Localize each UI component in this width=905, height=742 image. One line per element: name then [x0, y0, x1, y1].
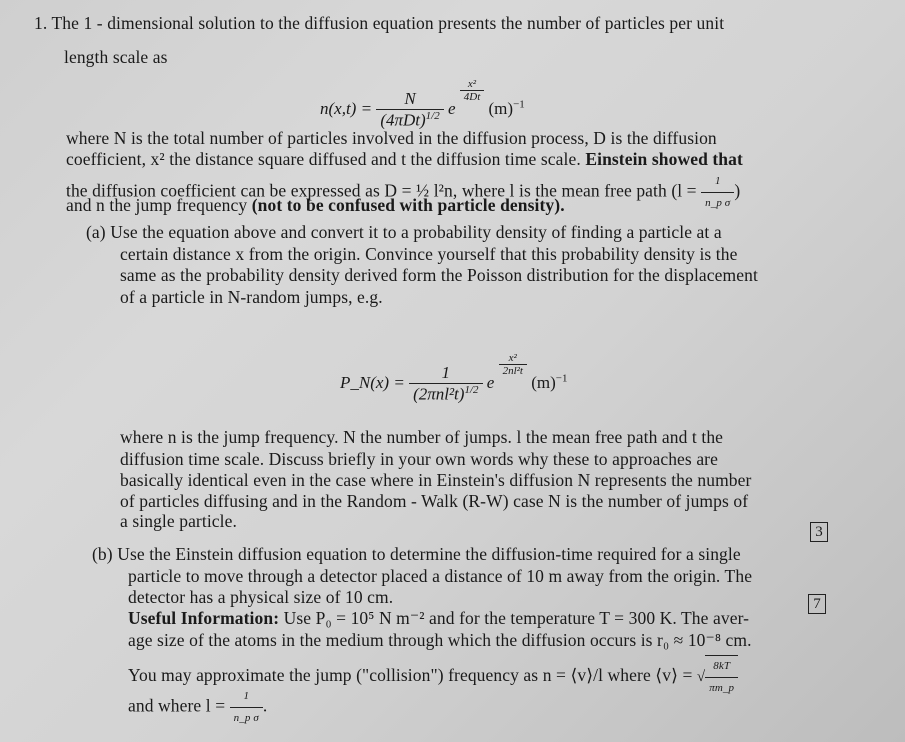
part-a-line-3: same as the probability density derived form the Poisson distribution for the displacement — [120, 265, 758, 285]
mfp-fraction — [701, 171, 734, 214]
useful-info-line-3: You may approximate the jump ("collision") frequency as n = ⟨v⟩/l where ⟨v⟩ = √ $\frac{8kT}{\pi m\_p}$ — [128, 655, 738, 699]
part-a-after-4: of particles diffusing and in the Random - Walk (R-W) case N is the number of jumps of — [120, 491, 749, 511]
eq1-exp-den: 4Dt — [463, 91, 481, 103]
part-a-line-4: of a particle in N-random jumps, e.g. — [120, 287, 383, 307]
equation-1 — [320, 78, 525, 131]
part-b-line-1 — [92, 544, 741, 565]
desc-line-3: the diffusion coefficient can be expressed as D = ½ l²n, where l is the mean free path (l = $\frac{1}{\text{n\_p σ}}$ ) — [66, 171, 740, 214]
part-b-label: (b) — [92, 544, 113, 564]
eq2-exponent — [499, 352, 527, 377]
useful-info-text-1: Use P₀ = 10⁵ N m⁻² and for the temperature T = 300 K. The aver- — [283, 608, 750, 628]
l-num: 1 — [230, 686, 263, 708]
eq2-numerator: 1 — [409, 363, 482, 384]
equation-2 — [340, 352, 568, 405]
eq2-exp-num: x² — [499, 352, 527, 365]
desc-line-4-text: and n the jump frequency — [66, 195, 248, 215]
v-num: 8kT — [705, 656, 738, 678]
question-intro-1: The 1 - dimensional solution to the diffusion equation presents the number of particles per unit — [51, 13, 725, 33]
part-b-marks: 7 — [808, 594, 826, 614]
desc-line-3-text: the diffusion coefficient can be expressed as D = ½ l²n, where l is the mean free path (l = — [66, 180, 697, 201]
part-a-line-1 — [86, 222, 722, 243]
eq2-exp-den: 2nl²t — [502, 365, 523, 377]
part-a-text-1: Use the equation above and convert it to a probability density of finding a particle at a — [110, 222, 722, 242]
eq1-numerator: N — [376, 89, 443, 110]
mfp-den: n_p σ — [705, 197, 731, 209]
eq2-den-exp: 1/2 — [464, 384, 479, 397]
desc-line-2 — [66, 149, 743, 170]
question-line-2: length scale as — [64, 47, 168, 67]
eq1-exp-base: e — [447, 99, 456, 118]
eq1-unit: (m) — [488, 99, 514, 118]
useful-info-line-2: age size of the atoms in the medium through which the diffusion occurs is r₀ ≈ 10⁻⁸ cm. — [128, 630, 752, 650]
question-number: 1. — [34, 13, 48, 33]
not-confused-note: (not to be confused with particle density). — [251, 195, 565, 215]
eq2-denominator: (2πnl²t) — [413, 384, 465, 404]
part-a-marks: 3 — [810, 522, 828, 542]
l-fraction — [230, 686, 263, 729]
desc-line-4 — [66, 195, 565, 216]
eq2-exp-base: e — [486, 373, 495, 392]
part-b-line-2: particle to move through a detector placed a distance of 10 m away from the origin. The — [128, 566, 753, 586]
desc-line-2-text: coefficient, x² the distance square diffused and t the diffusion time scale. — [66, 149, 581, 169]
part-a-after-2: diffusion time scale. Discuss briefly in your own words why these to approaches are — [120, 449, 718, 469]
mfp-num: 1 — [701, 171, 734, 193]
eq1-exponent — [460, 78, 485, 103]
eq1-unit-exp: −1 — [513, 98, 525, 111]
v-den: πm_p — [709, 682, 735, 694]
v-fraction — [705, 655, 738, 699]
question-line-1 — [34, 13, 724, 34]
useful-info-line-1 — [128, 608, 749, 629]
part-a-label: (a) — [86, 222, 106, 242]
eq2-fraction — [409, 363, 482, 405]
eq1-denominator: (4πDt) — [380, 110, 426, 130]
useful-info-text-4: and where l = — [128, 695, 226, 716]
eq1-exp-num: x² — [460, 78, 485, 91]
eq2-unit-exp: −1 — [555, 372, 568, 385]
useful-info-label: Useful Information: — [128, 608, 280, 628]
eq1-fraction — [376, 89, 443, 131]
eq1-den-exp: 1/2 — [425, 110, 440, 123]
desc-line-1: where N is the total number of particles involved in the diffusion process, D is the diffusion — [66, 128, 717, 148]
eq1-lhs: n(x,t) = — [320, 99, 373, 118]
part-b-text-1: Use the Einstein diffusion equation to determine the diffusion-time required for a single — [117, 544, 741, 564]
useful-info-text-3: You may approximate the jump ("collision") frequency as n = ⟨v⟩/l where ⟨v⟩ = — [128, 665, 693, 686]
part-a-after-5: a single particle. — [120, 511, 237, 531]
einstein-bold: Einstein showed that — [585, 149, 743, 169]
part-a-after-3: basically identical even in the case where in Einstein's diffusion N represents the number — [120, 470, 752, 490]
part-a-line-2: certain distance x from the origin. Convince yourself that this probability density is the — [120, 244, 738, 264]
part-a-after-1: where n is the jump frequency. N the number of jumps. l the mean free path and t the — [120, 427, 724, 447]
part-b-line-3: detector has a physical size of 10 cm. — [128, 587, 394, 607]
l-den: n_p σ — [233, 712, 259, 724]
eq2-lhs: P_N(x) = — [340, 373, 405, 392]
useful-info-line-4: and where l = $\frac{1}{\text{n\_p σ}}$ . — [128, 686, 267, 729]
eq2-unit: (m) — [531, 373, 556, 392]
